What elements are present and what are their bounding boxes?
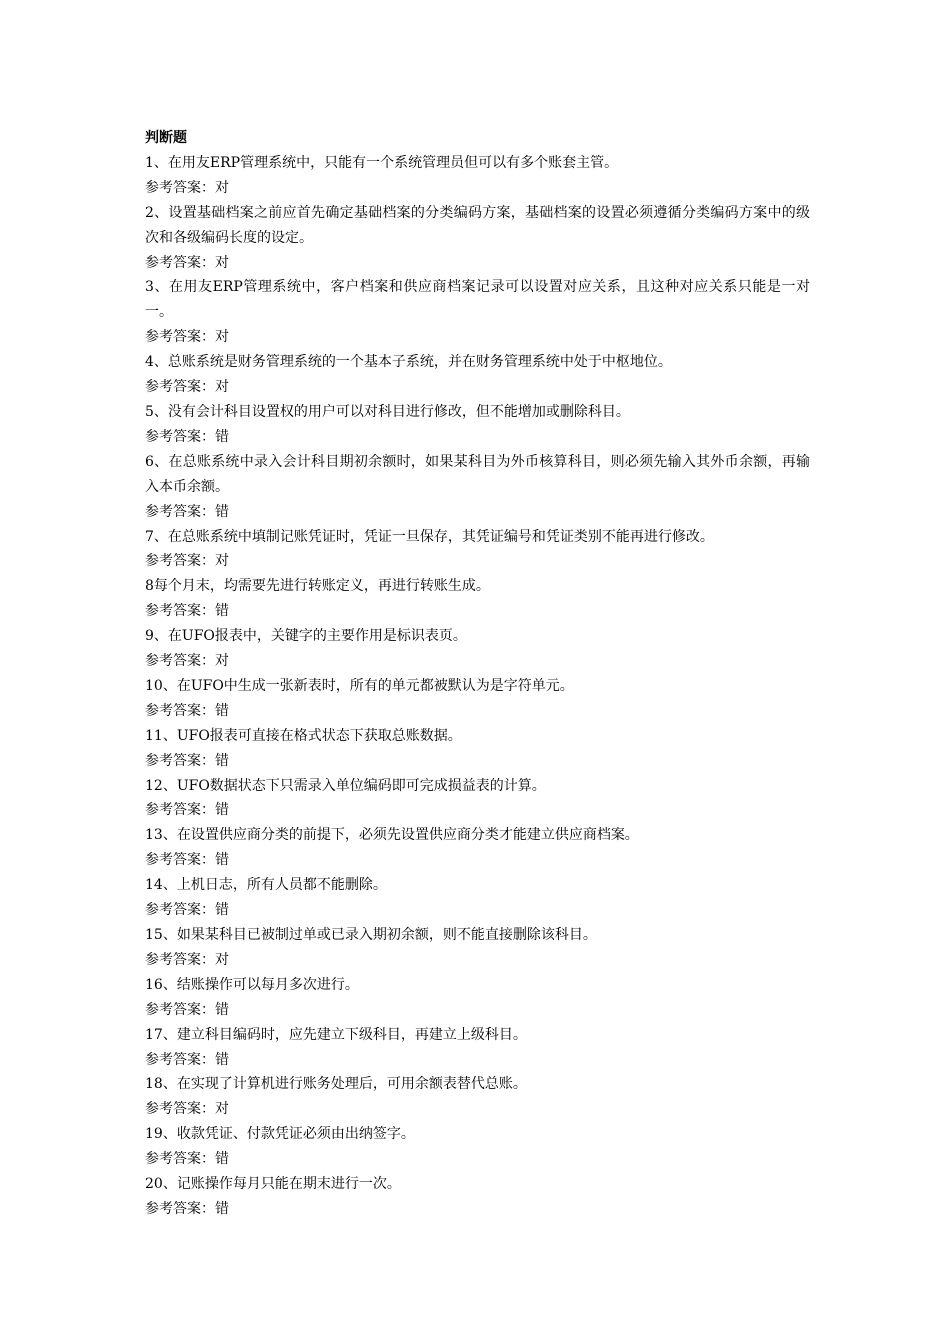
question-item [145, 674, 810, 724]
question-text: 18、在实现了计算机进行账务处理后，可用余额表替代总账。 [145, 1076, 527, 1093]
question-text: 15、如果某科目已被制过单或已录入期初余额，则不能直接删除该科目。 [145, 927, 597, 943]
answer-text: 参考答案：错 [145, 1200, 229, 1217]
question-text: 16、结账操作可以每月多次进行。 [145, 976, 359, 993]
question-item [145, 574, 810, 624]
answer-text: 参考答案：错 [145, 702, 229, 719]
answer-text: 参考答案：错 [145, 852, 229, 869]
question-text: 5、没有会计科目设置权的用户可以对科目进行修改，但不能增加或删除科目。 [145, 403, 630, 420]
question-item [145, 1023, 810, 1073]
question-text: 17、建立科目编码时，应先建立下级科目，再建立上级科目。 [145, 1026, 527, 1043]
question-item [145, 201, 810, 276]
answer-text: 参考答案：对 [145, 553, 229, 570]
question-item [145, 400, 810, 450]
question-text: 19、收款凭证、付款凭证必须由出纳签字。 [145, 1126, 415, 1143]
question-item [145, 151, 810, 201]
answer-text: 参考答案：对 [145, 329, 229, 346]
question-text: 11、UFO报表可直接在格式状态下获取总账数据。 [145, 727, 462, 744]
question-item [145, 973, 810, 1023]
question-text: 20、记账操作每月只能在期末进行一次。 [145, 1176, 401, 1193]
question-text: 6、在总账系统中录入会计科目期初余额时，如果某科目为外币核算科目，则必须先输入其外币余额，再输入本币余额。 [145, 453, 810, 495]
question-item [145, 1172, 810, 1222]
answer-text: 参考答案：对 [145, 951, 229, 968]
question-text: 1、在用友ERP管理系统中，只能有一个系统管理员但可以有多个账套主管。 [145, 154, 619, 171]
question-item [145, 350, 810, 400]
question-item [145, 275, 810, 350]
section-title: 判断题 [145, 130, 187, 146]
question-text: 4、总账系统是财务管理系统的一个基本子系统，并在财务管理系统中处于中枢地位。 [145, 354, 672, 371]
question-item [145, 525, 810, 575]
answer-text: 参考答案：错 [145, 802, 229, 819]
question-text: 3、在用友ERP管理系统中，客户档案和供应商档案记录可以设置对应关系，且这种对应关系只能是一对一。 [145, 279, 810, 321]
answer-text: 参考答案：错 [145, 902, 229, 919]
question-item [145, 1072, 810, 1122]
document-page [145, 126, 810, 1222]
question-text: 12、UFO数据状态下只需录入单位编码即可完成损益表的计算。 [145, 777, 546, 794]
answer-text: 参考答案：对 [145, 653, 229, 670]
question-item [145, 1122, 810, 1172]
question-text: 2、设置基础档案之前应首先确定基础档案的分类编码方案，基础档案的设置必须遵循分类编码方案中的级次和各级编码长度的设定。 [145, 204, 810, 246]
answer-text: 参考答案：对 [145, 1101, 229, 1118]
question-text: 9、在UFO报表中，关键字的主要作用是标识表页。 [145, 628, 467, 645]
answer-text: 参考答案：错 [145, 1001, 229, 1018]
answer-text: 参考答案：错 [145, 603, 229, 620]
question-item [145, 450, 810, 525]
question-list [145, 151, 810, 1222]
answer-text: 参考答案：对 [145, 379, 229, 396]
question-text: 7、在总账系统中填制记账凭证时，凭证一旦保存，其凭证编号和凭证类别不能再进行修改。 [145, 528, 714, 545]
question-text: 8每个月末，均需要先进行转账定义，再进行转账生成。 [145, 578, 490, 595]
question-text: 14、上机日志，所有人员都不能删除。 [145, 877, 387, 894]
question-item [145, 823, 810, 873]
answer-text: 参考答案：错 [145, 1051, 229, 1068]
answer-text: 参考答案：错 [145, 1151, 229, 1168]
question-item [145, 774, 810, 824]
question-text: 13、在设置供应商分类的前提下，必须先设置供应商分类才能建立供应商档案。 [145, 827, 639, 844]
answer-text: 参考答案：错 [145, 428, 229, 445]
answer-text: 参考答案：对 [145, 254, 229, 271]
question-text: 10、在UFO中生成一张新表时，所有的单元都被默认为是字符单元。 [145, 677, 574, 694]
question-item [145, 724, 810, 774]
question-item [145, 873, 810, 923]
answer-text: 参考答案：错 [145, 503, 229, 520]
answer-text: 参考答案：错 [145, 752, 229, 769]
answer-text: 参考答案：对 [145, 179, 229, 196]
question-item [145, 923, 810, 973]
question-item [145, 624, 810, 674]
